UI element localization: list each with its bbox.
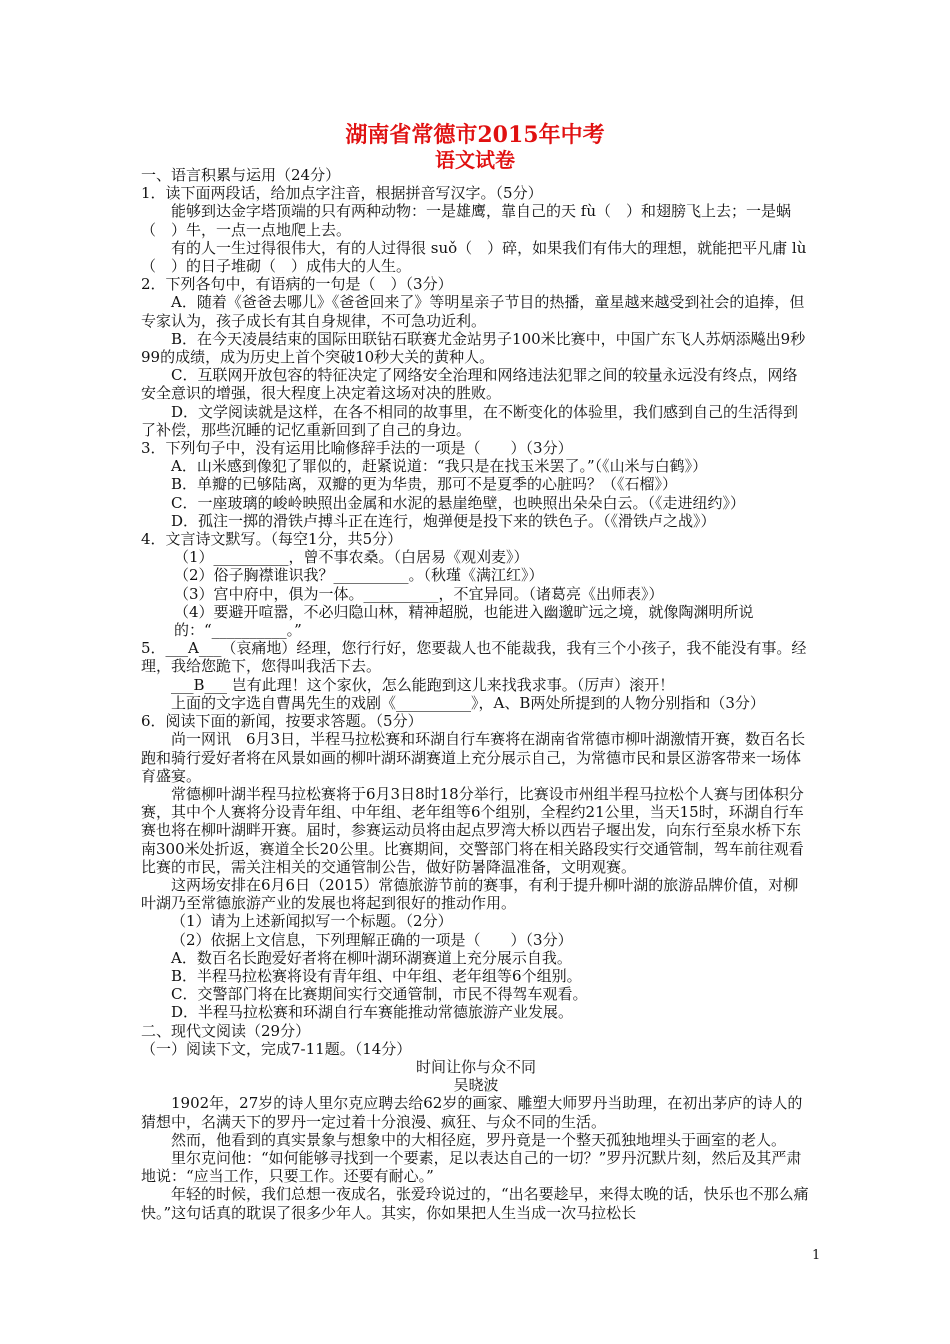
text-line: 能够到达金字塔顶端的只有两种动物：一是雄鹰，靠自己的天 fù（ ）和翅膀飞上去；一是蜗（ ）牛，一点一点地爬上去。 [141, 202, 791, 239]
text-line: C．互联网开放包容的特征决定了网络安全治理和网络违法犯罪之间的较量永远没有终点，网络安全意识的增强，很大程度上决定着这场对决的胜败。 [141, 366, 798, 403]
page-number: 1 [812, 1248, 821, 1263]
text-line: 里尔克问他：“如何能够寻找到一个要素，足以表达自己的一切？”罗丹沉默片刻，然后及其严肃地说：“应当工作，只要工作。还要有耐心。” [141, 1148, 802, 1186]
text-line: D．孤注一掷的滑铁卢搏斗正在连行，炮弹便是投下来的铁色子。（《滑铁卢之战》） [171, 511, 716, 530]
text-line: 1902年，27岁的诗人里尔克应聘去给62岁的画家、雕塑大师罗丹当助理，在初出茅庐的诗人的猜想中，名满天下的罗丹一定过着十分浪漫、疯狂、与众不同的生活。 [141, 1094, 803, 1131]
text-line: （3）宫中府中，俱为一体。__________，不宜异同。（诸葛亮《出师表》） [174, 584, 664, 603]
text-line: 1．读下面两段话，给加点字注音，根据拼音写汉字。（5分） [141, 184, 543, 203]
text-line: 年轻的时候，我们总想一夜成名，张爱玲说过的，“出名要趁早，来得太晚的话，快乐也不那么痛快。”这句话真的耽误了很多少年人。其实，你如果把人生当成一次马拉松长 [141, 1185, 809, 1222]
text-line: 5．___A___（哀痛地）经理，您行行好，您要裁人也不能裁我，我有三个小孩子，我不能没有事。经理，我给您跪下，您得叫我活下去。 [141, 639, 807, 676]
text-line: A．数百名长跑爱好者将在柳叶湖环湖赛道上充分展示自我。 [171, 948, 572, 967]
text-line: （2）俗子胸襟谁识我？__________。（秋瑾《满江红》） [174, 566, 544, 585]
text-line: B．单瓣的已够陆离，双瓣的更为华贵，那可不是夏季的心脏吗？（《石榴》） [171, 475, 678, 494]
text-line: 一、语言积累与运用（24分） [141, 166, 341, 184]
text-line: （1）__________，曾不事农桑。（白居易《观刈麦》） [174, 548, 529, 567]
text-line: D．文学阅读就是这样，在各不相同的故事里，在不断变化的体验里，我们感到自己的生活得到了补偿，那些沉睡的记忆重新回到了自己的身边。 [141, 402, 799, 439]
text-line: D．半程马拉松赛和环湖自行车赛能推动常德旅游产业发展。 [171, 1003, 574, 1022]
text-line: C．一座玻璃的峻岭映照出金属和水泥的悬崖绝壁，也映照出朵朵白云。（《走进纽约》） [171, 493, 745, 512]
text-line: 有的人一生过得很伟大，有的人过得很 suǒ（ ）碎，如果我们有伟大的理想，就能把平凡庸 lù（ ）的日子堆砌（ ）成伟大的人生。 [141, 238, 807, 276]
text-line: ___B___ 岂有此理！这个家伙，怎么能跑到这儿来找我求事。（厉声）滚开！ [171, 675, 675, 694]
text-line: 上面的文字选自曹禺先生的戏剧《__________》，A、B两处所提到的人物分别指和（3分） [171, 693, 765, 712]
text-line: 4．文言诗文默写。（每空1分，共5分） [141, 530, 403, 549]
text-line: B．在今天凌晨结束的国际田联钻石联赛尤金站男子100米比赛中，中国广东飞人苏炳添飚出9秒99的成绩，成为历史上首个突破10秒大关的黄种人。 [141, 329, 806, 367]
text-line: 吴晓波 [453, 1076, 499, 1095]
text-line: 二、现代文阅读（29分） [141, 1021, 311, 1040]
text-line: 2．下列各句中，有语病的一句是（ ）（3分） [141, 275, 453, 294]
text-line: （2）依据上文信息，下列理解正确的一项是（ ）（3分） [171, 930, 573, 949]
page-subtitle: 语文试卷 [435, 148, 515, 172]
text-line: 然而，他看到的真实景象与想象中的大相径庭，罗丹竟是一个整天孤独地埋头于画室的老人。 [171, 1130, 787, 1149]
text-line: （一）阅读下文，完成7-11题。（14分） [141, 1039, 412, 1058]
text-line: 6．阅读下面的新闻，按要求答题。（5分） [141, 712, 423, 731]
text-line: 3．下列句子中，没有运用比喻修辞手法的一项是（ ）（3分） [141, 439, 573, 458]
text-line: 这两场安排在6月6日（2015）常德旅游节前的赛事，有利于提升柳叶湖的旅游品牌价值，对柳叶湖乃至常德旅游产业的发展也将起到很好的推动作用。 [141, 875, 799, 913]
text-line: 尚一网讯 6月3日，半程马拉松赛和环湖自行车赛将在湖南省常德市柳叶湖激情开赛，数百名长跑和骑行爱好者将在风景如画的柳叶湖环湖赛道上充分展示自己，为常德市民和景区游客带来一场体育盛宴。 [141, 730, 806, 785]
text-line: 常德柳叶湖半程马拉松赛将于6月3日8时18分举行，比赛设市州组半程马拉松个人赛与团体积分赛，其中个人赛将分设青年组、中年组、老年组等6个组别，全程约21公里，当天15时，环湖自行车赛也将在柳叶湖畔开赛。届时，参赛运动员将由起点罗湾大桥以西岩子堰出发，向东行至泉水桥下东南300米处折返，赛道全长20公里。比赛期间，交警部门将在相关路段实行交通管制，驾车前往观看比赛的市民，需关注相关的交通管制公告，做好防暑降温准备，文明观赛。 [141, 784, 804, 876]
text-line: A．随着《爸爸去哪儿》《爸爸回来了》等明星亲子节目的热播，童星越来越受到社会的追捧，但专家认为，孩子成长有其自身规律，不可急功近利。 [141, 293, 805, 330]
page-title: 湖南省常德市2015年中考 [345, 122, 605, 148]
text-line: （1）请为上述新闻拟写一个标题。（2分） [171, 912, 453, 931]
exam-body [141, 166, 811, 1222]
text-line: （4）要避开喧嚣，不必归隐山林，精神超脱，也能进入幽邈旷远之境，就像陶渊明所说的：“__________。” [174, 602, 754, 640]
text-line: C．交警部门将在比赛期间实行交通管制，市民不得驾车观看。 [171, 985, 588, 1004]
text-line: A．山米感到像犯了罪似的，赶紧说道：“我只是在找玉米罢了。”（《山米与白鹤》） [171, 457, 708, 476]
text-line: B．半程马拉松赛将设有青年组、中年组、老年组等6个组别。 [171, 966, 582, 985]
text-line: 时间让你与众不同 [415, 1057, 536, 1076]
